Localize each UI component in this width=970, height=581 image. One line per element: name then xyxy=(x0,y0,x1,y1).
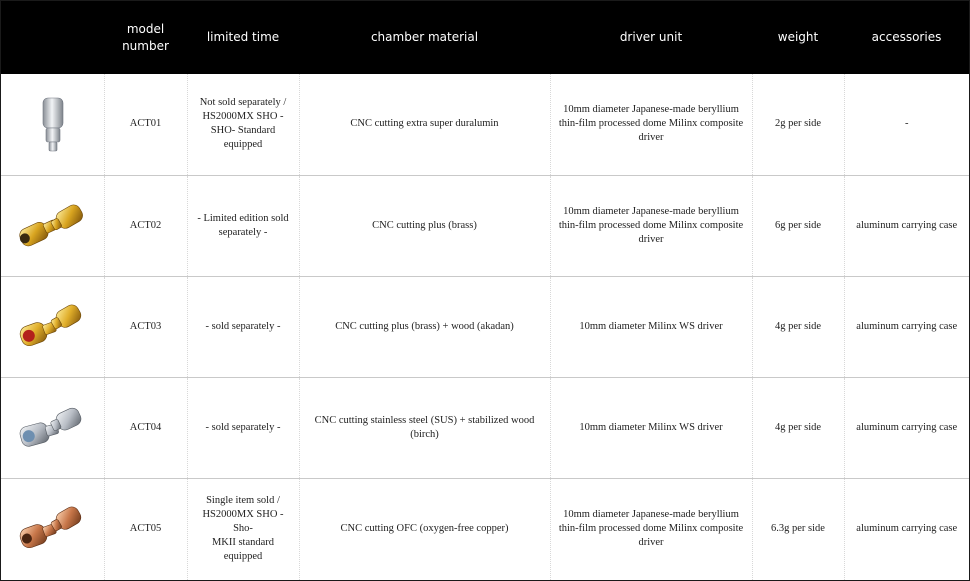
steel-wood-earphone-chambers-icon xyxy=(7,388,97,468)
weight: 4g per side xyxy=(752,276,844,377)
accessories: aluminum carrying case xyxy=(844,377,969,478)
weight: 2g per side xyxy=(752,74,844,175)
spec-table xyxy=(1,1,969,580)
header-weight: weight xyxy=(777,30,819,44)
accessories: - xyxy=(844,74,969,175)
driver-unit: 10mm diameter Milinx WS driver xyxy=(550,377,752,478)
model-number: ACT03 xyxy=(104,276,187,377)
chamber-material: CNC cutting stainless steel (SUS) + stabilized wood (birch) xyxy=(299,377,550,478)
driver-unit: 10mm diameter Japanese-made beryllium thin-film processed dome Milinx composite driver xyxy=(550,478,752,580)
accessories: aluminum carrying case xyxy=(844,276,969,377)
table-row xyxy=(1,74,969,175)
brass-earphone-chambers-icon xyxy=(7,186,97,266)
header-chamber-material: chamber material xyxy=(370,30,479,44)
table-row xyxy=(1,377,969,478)
table-row xyxy=(1,478,969,580)
chamber-material: CNC cutting plus (brass) + wood (akadan) xyxy=(299,276,550,377)
weight: 6g per side xyxy=(752,175,844,276)
table-row xyxy=(1,276,969,377)
accessories: aluminum carrying case xyxy=(844,175,969,276)
header-limited-time: limited time xyxy=(206,30,280,44)
limited-time: - sold separately - xyxy=(187,377,299,478)
limited-time: - sold separately - xyxy=(187,276,299,377)
header-image xyxy=(1,1,104,74)
model-number: ACT01 xyxy=(104,74,187,175)
driver-unit: 10mm diameter Japanese-made beryllium thin-film processed dome Milinx composite driver xyxy=(550,175,752,276)
brass-wood-earphone-chambers-icon xyxy=(7,287,97,367)
chamber-material: CNC cutting plus (brass) xyxy=(299,175,550,276)
silver-earphone-chamber-icon xyxy=(7,84,97,164)
header-row xyxy=(1,1,969,74)
table-row xyxy=(1,175,969,276)
driver-unit: 10mm diameter Milinx WS driver xyxy=(550,276,752,377)
header-driver-unit: driver unit xyxy=(619,30,683,44)
model-number: ACT05 xyxy=(104,478,187,580)
table-body xyxy=(1,74,969,580)
chamber-material: CNC cutting OFC (oxygen-free copper) xyxy=(299,478,550,580)
limited-time: Not sold separately / HS2000MX SHO - SHO- Standard equipped xyxy=(187,74,299,175)
product-image-cell xyxy=(1,74,104,175)
product-image-cell xyxy=(1,377,104,478)
header-accessories: accessories xyxy=(871,30,942,44)
product-image-cell xyxy=(1,478,104,580)
limited-time: - Limited edition sold separately - xyxy=(187,175,299,276)
weight: 6.3g per side xyxy=(752,478,844,580)
table-header xyxy=(1,1,969,74)
model-number: ACT04 xyxy=(104,377,187,478)
product-image-cell xyxy=(1,175,104,276)
chamber-material: CNC cutting extra super duralumin xyxy=(299,74,550,175)
weight: 4g per side xyxy=(752,377,844,478)
copper-earphone-chambers-icon xyxy=(7,489,97,569)
product-image-cell xyxy=(1,276,104,377)
header-model-number: model number xyxy=(122,21,169,53)
accessories: aluminum carrying case xyxy=(856,523,958,535)
model-number: ACT02 xyxy=(104,175,187,276)
limited-time: Single item sold / HS2000MX SHO -Sho- MKII standard equipped xyxy=(187,478,299,580)
driver-unit: 10mm diameter Japanese-made beryllium thin-film processed dome Milinx composite driver xyxy=(550,74,752,175)
